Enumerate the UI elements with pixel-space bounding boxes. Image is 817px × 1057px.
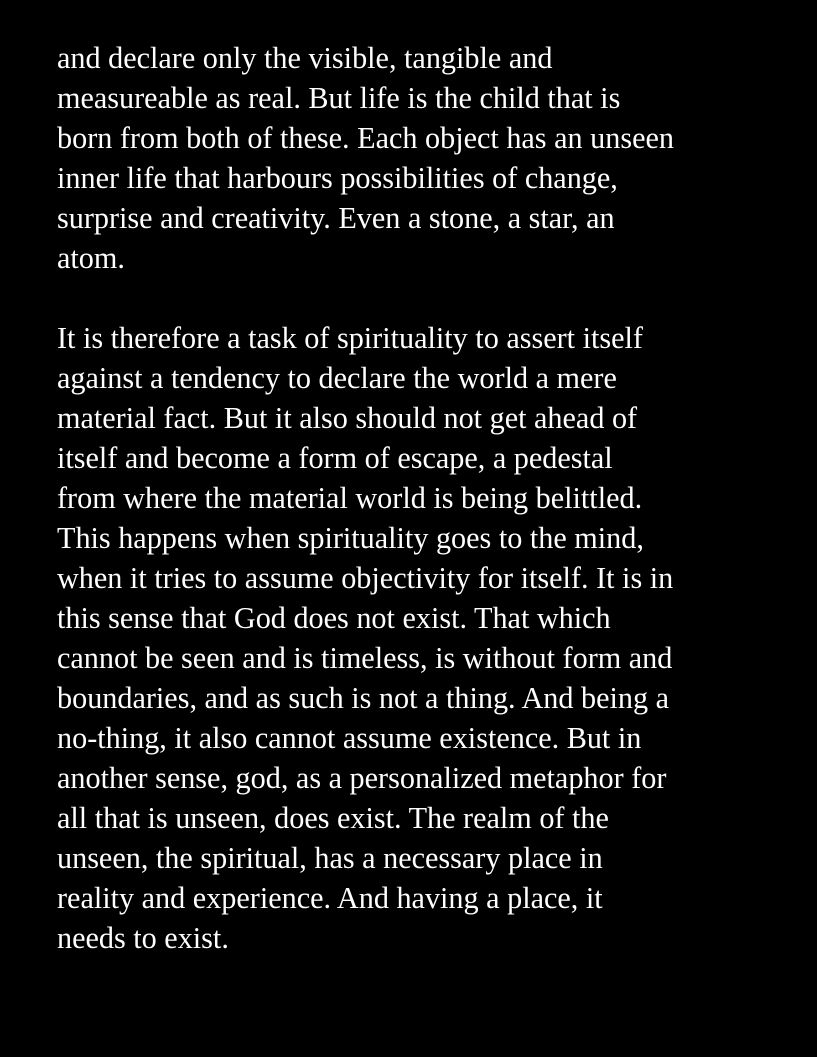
text-line: surprise and creativity. Even a stone, a star, an	[57, 201, 615, 235]
text-line: another sense, god, as a personalized metaphor for	[57, 761, 667, 795]
text-line: reality and experience. And having a place, it	[57, 881, 603, 915]
text-line: unseen, the spiritual, has a necessary place in	[57, 841, 603, 875]
text-line: from where the material world is being belittled.	[57, 481, 643, 515]
text-line: This happens when spirituality goes to the mind,	[57, 521, 644, 555]
text-line: cannot be seen and is timeless, is without form and	[57, 641, 673, 675]
text-line: It is therefore a task of spirituality to assert itself	[57, 321, 643, 355]
text-line: against a tendency to declare the world a mere	[57, 361, 617, 395]
document-page	[57, 38, 787, 958]
paragraph-1	[57, 38, 787, 278]
text-line: when it tries to assume objectivity for itself. It is in	[57, 561, 674, 595]
paragraph-spacer	[57, 278, 787, 318]
text-line: measureable as real. But life is the child that is	[57, 81, 621, 115]
text-line: born from both of these. Each object has an unseen	[57, 121, 674, 155]
text-line: no-thing, it also cannot assume existence. But in	[57, 721, 642, 755]
text-line: material fact. But it also should not get ahead of	[57, 401, 638, 435]
paragraph-2	[57, 318, 787, 958]
text-line: needs to exist.	[57, 921, 229, 955]
text-line: and declare only the visible, tangible and	[57, 41, 553, 75]
text-line: boundaries, and as such is not a thing. And being a	[57, 681, 670, 715]
text-line: inner life that harbours possibilities of change,	[57, 161, 618, 195]
text-line: this sense that God does not exist. That which	[57, 601, 611, 635]
text-line: itself and become a form of escape, a pedestal	[57, 441, 613, 475]
text-line: atom.	[57, 241, 125, 275]
text-line: all that is unseen, does exist. The realm of the	[57, 801, 609, 835]
